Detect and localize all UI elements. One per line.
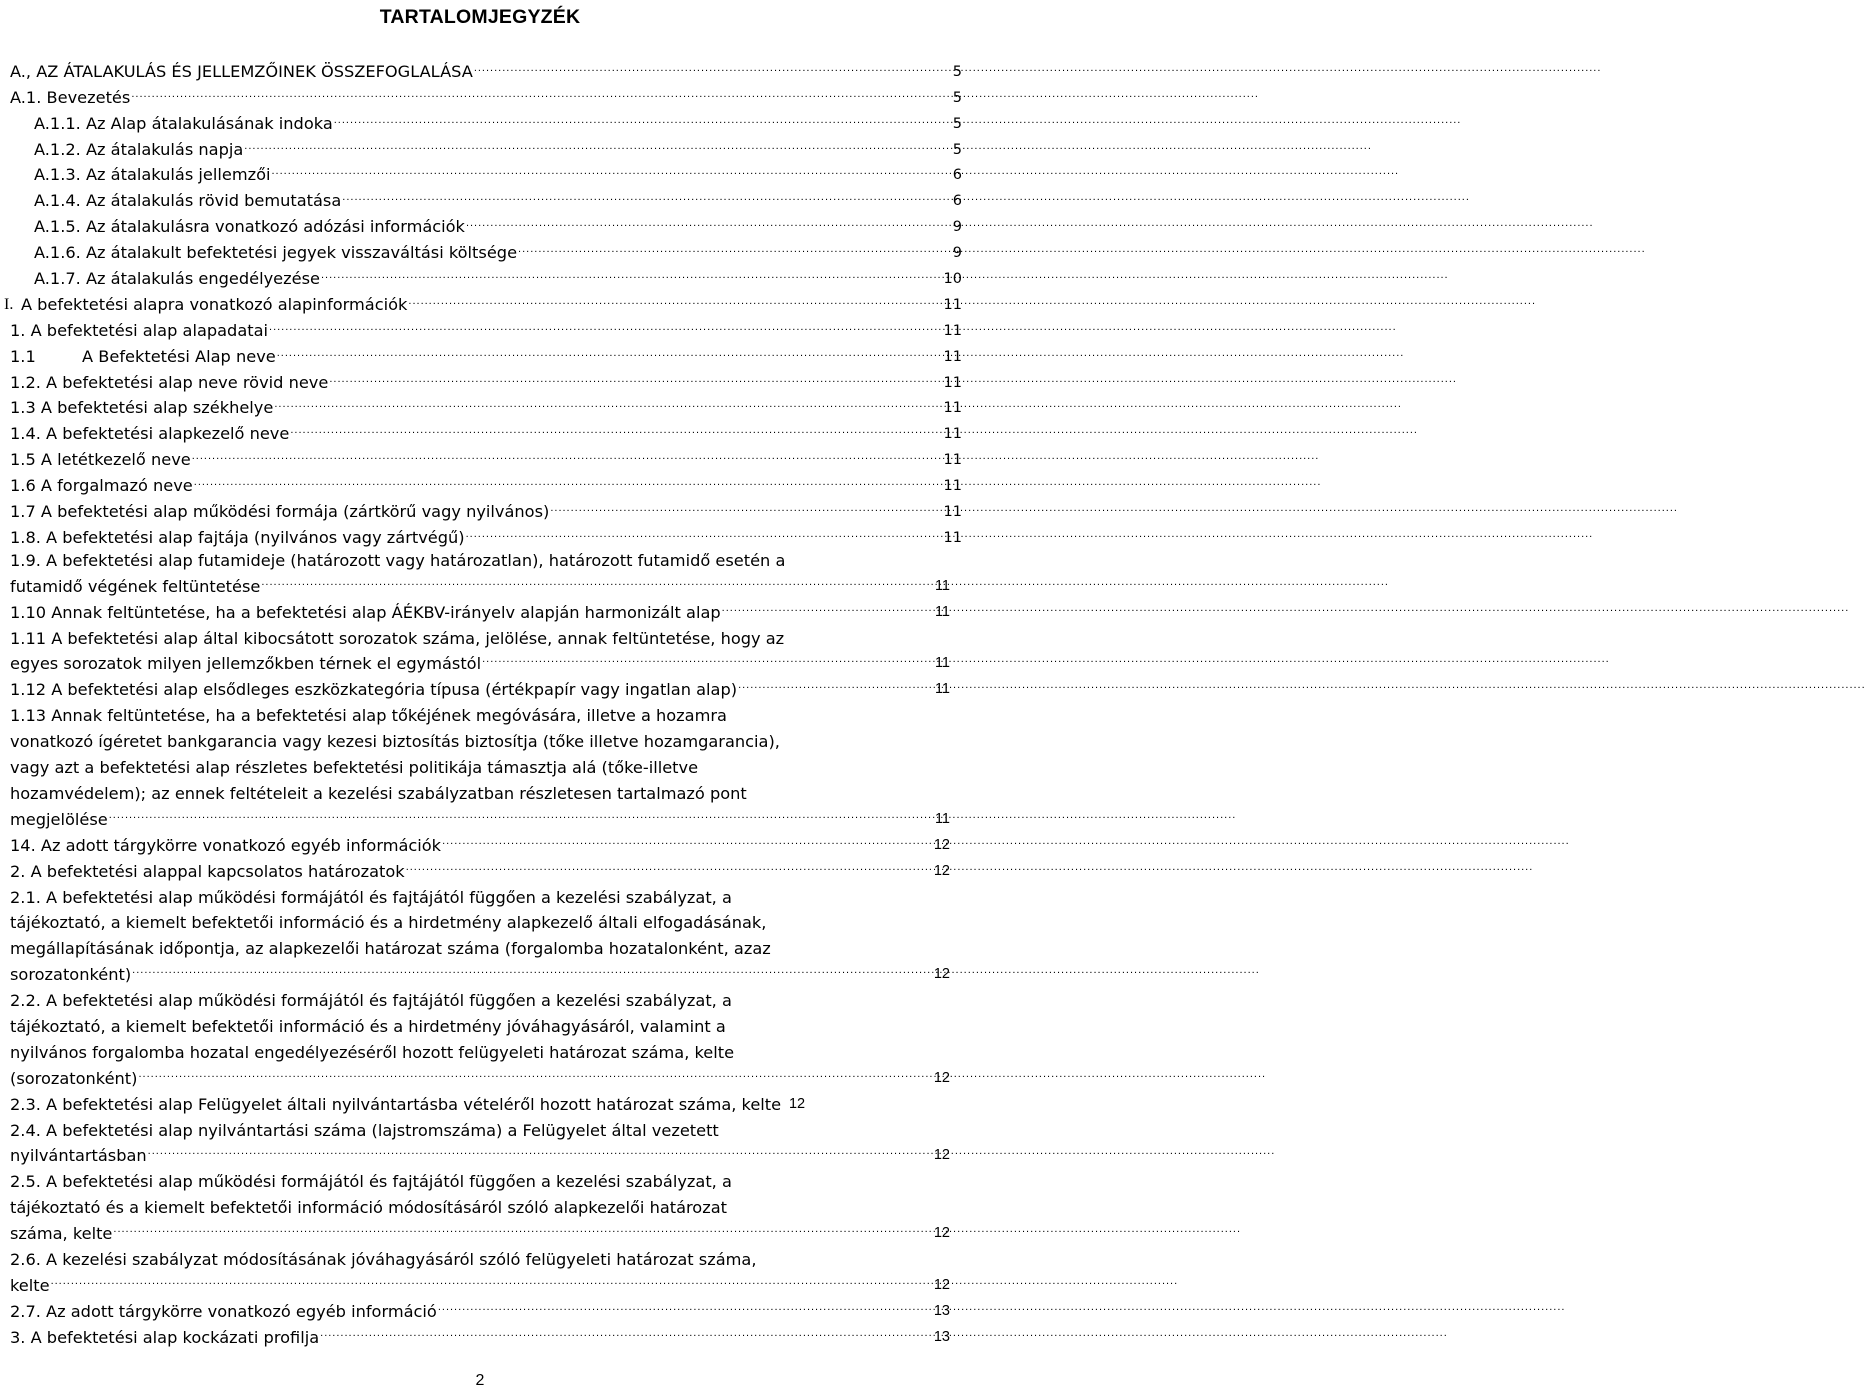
toc-leader-dots xyxy=(244,136,939,156)
toc-entry-text: 1.7 A befektetési alap működési formája (zártkörű vagy nyilvános) xyxy=(10,502,550,522)
toc-entry-page: 13 xyxy=(933,1302,950,1319)
toc-leader-dots xyxy=(321,265,939,285)
toc-entry-line: 2.5. A befektetési alap működési formájától és fajtájától függően a kezelési szabályzat, a xyxy=(10,1172,732,1192)
toc-entry-page: 11 xyxy=(943,374,962,391)
toc-leader-dots xyxy=(320,1321,927,1347)
toc-entry[interactable] xyxy=(10,626,950,678)
table-of-contents xyxy=(4,56,962,1351)
toc-entry-text: 14. Az adott tárgykörre vonatkozó egyéb információk xyxy=(10,835,442,855)
toc-entry-page: 11 xyxy=(943,452,962,469)
toc-entry-page: 11 xyxy=(934,603,950,620)
toc-entry-page: 12 xyxy=(933,1276,950,1293)
toc-entry-page: 11 xyxy=(943,504,962,521)
toc-entry[interactable] xyxy=(10,677,950,703)
toc-entry-page: 11 xyxy=(943,529,962,546)
toc-entry-page: 12 xyxy=(933,836,950,853)
toc-entry-text: A befektetési alapra vonatkozó alapinformációk xyxy=(20,294,408,314)
toc-entry-text: 1.4. A befektetési alapkezelő neve xyxy=(10,424,290,444)
toc-entry-text: A.1. Bevezetés xyxy=(10,87,131,107)
toc-entry-line: 1.13 Annak feltüntetése, ha a befektetési alap tőkéjének megóvására, illetve a hozamra xyxy=(10,706,727,726)
toc-entry-text: A.1.7. Az átalakulás engedélyezése xyxy=(34,269,320,289)
toc-entry-line: 2.6. A kezelési szabályzat módosításának jóváhagyásáról szóló felügyeleti határozat száma, xyxy=(10,1249,757,1269)
toc-entry[interactable] xyxy=(10,1118,950,1170)
toc-leader-dots xyxy=(261,570,927,596)
toc-leader-dots xyxy=(482,647,927,673)
toc-entry-page: 12 xyxy=(933,1069,950,1086)
toc-leader-dots xyxy=(131,84,939,104)
toc-leader-dots xyxy=(466,524,939,544)
toc-leader-dots xyxy=(438,1295,927,1321)
toc-entry-line: vonatkozó ígéretet bankgarancia vagy kezesi biztosítás biztosítja (tőke illetve hozamgarancia), xyxy=(10,732,780,752)
toc-entry-text: A.1.4. Az átalakulás rövid bemutatása xyxy=(34,191,342,211)
toc-leader-dots xyxy=(113,1217,927,1243)
toc-entry-page: 12 xyxy=(933,1147,950,1164)
toc-entry-line: 2.2. A befektetési alap működési formájától és fajtájától függően a kezelési szabályzat, a xyxy=(10,991,732,1011)
toc-entry-line: tájékoztató és a kiemelt befektetői információ módosításáról szóló alapkezelői határozat xyxy=(10,1198,727,1218)
toc-leader-dots xyxy=(466,213,939,233)
toc-entry-page: 11 xyxy=(943,400,962,417)
toc-entry[interactable] xyxy=(10,160,962,186)
toc-leader-dots xyxy=(329,369,939,389)
toc-entry-line: tájékoztató, a kiemelt befektetői információ és a hirdetmény jóváhagyásáról, valamint a xyxy=(10,1016,726,1036)
toc-entry-page: 11 xyxy=(934,655,950,672)
toc-entry[interactable] xyxy=(10,315,962,341)
toc-entry[interactable] xyxy=(10,367,962,393)
toc-entry[interactable] xyxy=(10,600,950,626)
toc-entry-page: 6 xyxy=(952,167,962,184)
toc-leader-dots xyxy=(277,343,939,363)
toc-entry[interactable] xyxy=(10,393,962,419)
toc-entry[interactable] xyxy=(10,1247,950,1299)
toc-leader-dots xyxy=(138,1062,927,1088)
toc-entry[interactable] xyxy=(10,56,962,82)
toc-entry-line: 1.9. A befektetési alap futamideje (határozott vagy határozatlan), határozott futamidő esetén a xyxy=(10,550,786,570)
toc-entry-page: 11 xyxy=(943,478,962,495)
toc-leader-dots xyxy=(274,394,939,414)
toc-entry-text: A., AZ ÁTALAKULÁS ÉS JELLEMZŐINEK ÖSSZEFOGLALÁSA xyxy=(10,61,473,81)
toc-entry-text: nyilvántartásban xyxy=(10,1146,147,1166)
toc-entry-text: 1. A befektetési alap alapadatai xyxy=(10,320,269,340)
toc-entry-page: 5 xyxy=(952,141,962,158)
toc-leader-dots xyxy=(269,317,939,337)
toc-entry-page: 11 xyxy=(934,577,950,594)
toc-entry-page: 12 xyxy=(788,1095,806,1112)
toc-entry-text: 1.1 A Befektetési Alap neve xyxy=(10,346,276,366)
toc-entry-text: 1.5 A letétkezelő neve xyxy=(10,450,191,470)
toc-leader-dots xyxy=(109,803,927,829)
toc-entry-line: 1.11 A befektetési alap által kibocsátott sorozatok száma, jelölése, annak feltüntetése, hogy az xyxy=(10,628,785,648)
toc-entry-page: 6 xyxy=(952,193,962,210)
toc-title: TARTALOMJEGYZÉK xyxy=(379,6,581,28)
toc-entry-text: 1.3 A befektetési alap székhelye xyxy=(10,398,274,418)
toc-entry-page: 5 xyxy=(952,89,962,106)
toc-entry-text: A.1.3. Az átalakulás jellemzői xyxy=(34,165,271,185)
toc-leader-dots xyxy=(132,958,927,984)
toc-entry-page: 12 xyxy=(933,862,950,879)
page-number: 2 xyxy=(475,1372,485,1389)
toc-entry-line: nyilvános forgalomba hozatal engedélyezéséről hozott felügyeleti határozat száma, kelte xyxy=(10,1042,735,1062)
toc-entry-text: A.1.6. Az átalakult befektetési jegyek visszaváltási költsége xyxy=(34,243,518,263)
toc-leader-dots xyxy=(148,1139,927,1165)
toc-entry-text: A.1.1. Az Alap átalakulásának indoka xyxy=(34,113,333,133)
toc-entry[interactable] xyxy=(10,134,962,160)
toc-entry-line: 2.1. A befektetési alap működési formájától és fajtájától függően a kezelési szabályzat, a xyxy=(10,887,732,907)
toc-entry-page: 11 xyxy=(934,810,950,827)
toc-entry-page: 13 xyxy=(933,1328,950,1345)
toc-entry-text: egyes sorozatok milyen jellemzőkben térnek el egymástól xyxy=(10,654,482,674)
toc-entry-text: száma, kelte xyxy=(10,1224,113,1244)
toc-entry[interactable] xyxy=(10,211,962,237)
toc-entry[interactable] xyxy=(10,522,962,548)
toc-leader-dots xyxy=(474,58,939,78)
toc-entry[interactable] xyxy=(10,859,950,885)
toc-entry-page: 5 xyxy=(952,115,962,132)
toc-entry[interactable] xyxy=(10,885,950,989)
toc-leader-dots xyxy=(442,829,927,855)
toc-entry-text: sorozatonként) xyxy=(10,965,132,985)
toc-entry-page: 11 xyxy=(943,296,962,313)
toc-entry[interactable] xyxy=(10,82,962,108)
toc-entry[interactable] xyxy=(10,444,962,470)
toc-entry[interactable] xyxy=(10,470,962,496)
toc-entry-page: 11 xyxy=(934,681,950,698)
toc-entry-text: A.1.5. Az átalakulásra vonatkozó adózási információk xyxy=(34,217,465,237)
toc-entry[interactable] xyxy=(10,1325,950,1351)
toc-entry-text: 1.8. A befektetési alap fajtája (nyilvános vagy zártvégű) xyxy=(10,527,465,547)
toc-leader-dots xyxy=(192,446,939,466)
toc-entry-page: 11 xyxy=(943,426,962,443)
toc-entry-text: kelte xyxy=(10,1275,50,1295)
toc-leader-dots xyxy=(738,673,927,699)
toc-entry-page: 9 xyxy=(952,219,962,236)
toc-entry-text: 1.10 Annak feltüntetése, ha a befektetési alap ÁÉKBV-irányelv alapján harmonizált alap xyxy=(10,602,721,622)
toc-entry-page: 12 xyxy=(933,966,950,983)
toc-leader-dots xyxy=(51,1269,927,1295)
toc-entry[interactable] xyxy=(10,341,962,367)
toc-entry[interactable] xyxy=(10,263,962,289)
toc-entry-page: 12 xyxy=(933,1225,950,1242)
toc-entry-page: 9 xyxy=(952,245,962,262)
toc-leader-dots xyxy=(722,596,927,622)
toc-entry-text: 2. A befektetési alappal kapcsolatos határozatok xyxy=(10,861,405,881)
toc-entry[interactable] xyxy=(10,988,950,1092)
toc-entry[interactable] xyxy=(10,108,962,134)
toc-entry-line: megállapításának időpontja, az alapkezelői határozat száma (forgalomba hozatalonként, azaz xyxy=(10,939,771,959)
toc-entry[interactable] xyxy=(10,418,962,444)
toc-entry[interactable] xyxy=(4,289,962,315)
toc-entry[interactable] xyxy=(10,703,950,832)
toc-leader-dots xyxy=(342,187,939,207)
toc-entry-text: 2.7. Az adott tárgykörre vonatkozó egyéb információ xyxy=(10,1301,437,1321)
toc-leader-dots xyxy=(550,498,939,518)
toc-entry[interactable] xyxy=(10,1169,950,1247)
toc-entry-page: 11 xyxy=(943,348,962,365)
toc-entry-page: 10 xyxy=(943,271,962,288)
toc-leader-dots xyxy=(194,472,939,492)
toc-entry-line: tájékoztató, a kiemelt befektetői információ és a hirdetmény alapkezelő általi elfogadásának, xyxy=(10,913,767,933)
toc-entry[interactable] xyxy=(10,548,950,600)
toc-entry[interactable] xyxy=(10,1092,950,1118)
toc-entry-line: hozamvédelem); az ennek feltételeit a kezelési szabályzatban részletesen tartalmazó pont xyxy=(10,783,747,803)
toc-entry-text: futamidő végének feltüntetése xyxy=(10,576,261,596)
toc-entry[interactable] xyxy=(10,496,962,522)
toc-entry[interactable] xyxy=(10,237,962,263)
toc-entry-page: 5 xyxy=(952,63,962,80)
toc-entry-page: 11 xyxy=(943,322,962,339)
toc-entry[interactable] xyxy=(10,185,962,211)
toc-leader-dots xyxy=(408,291,939,311)
toc-entry-line: vagy azt a befektetési alap részletes befektetési politikája támasztja alá (tőke-illetve xyxy=(10,758,699,778)
toc-leader-dots xyxy=(272,161,940,181)
toc-entry-text: megjelölése xyxy=(10,809,108,829)
toc-leader-dots xyxy=(290,420,939,440)
toc-entry-text: 3. A befektetési alap kockázati profilja xyxy=(10,1327,320,1347)
toc-leader-dots xyxy=(406,855,927,881)
toc-entry-text: (sorozatonként) xyxy=(10,1068,138,1088)
toc-entry-line: 2.4. A befektetési alap nyilvántartási száma (lajstromszáma) a Felügyelet által vezetett xyxy=(10,1120,719,1140)
toc-leader-dots xyxy=(334,110,939,130)
toc-entry-text: 1.6 A forgalmazó neve xyxy=(10,476,193,496)
toc-entry-text: 1.12 A befektetési alap elsődleges eszközkategória típusa (értékpapír vagy ingatlan alap) xyxy=(10,680,738,700)
toc-leader-dots xyxy=(518,239,939,259)
toc-entry-number: I. xyxy=(4,295,14,313)
toc-entry-text: 1.2. A befektetési alap neve rövid neve xyxy=(10,372,329,392)
toc-entry-text: A.1.2. Az átalakulás napja xyxy=(34,139,244,159)
toc-entry-text: 2.3. A befektetési alap Felügyelet általi nyilvántartásba vételéről hozott határozat száma, kelte xyxy=(10,1094,782,1114)
